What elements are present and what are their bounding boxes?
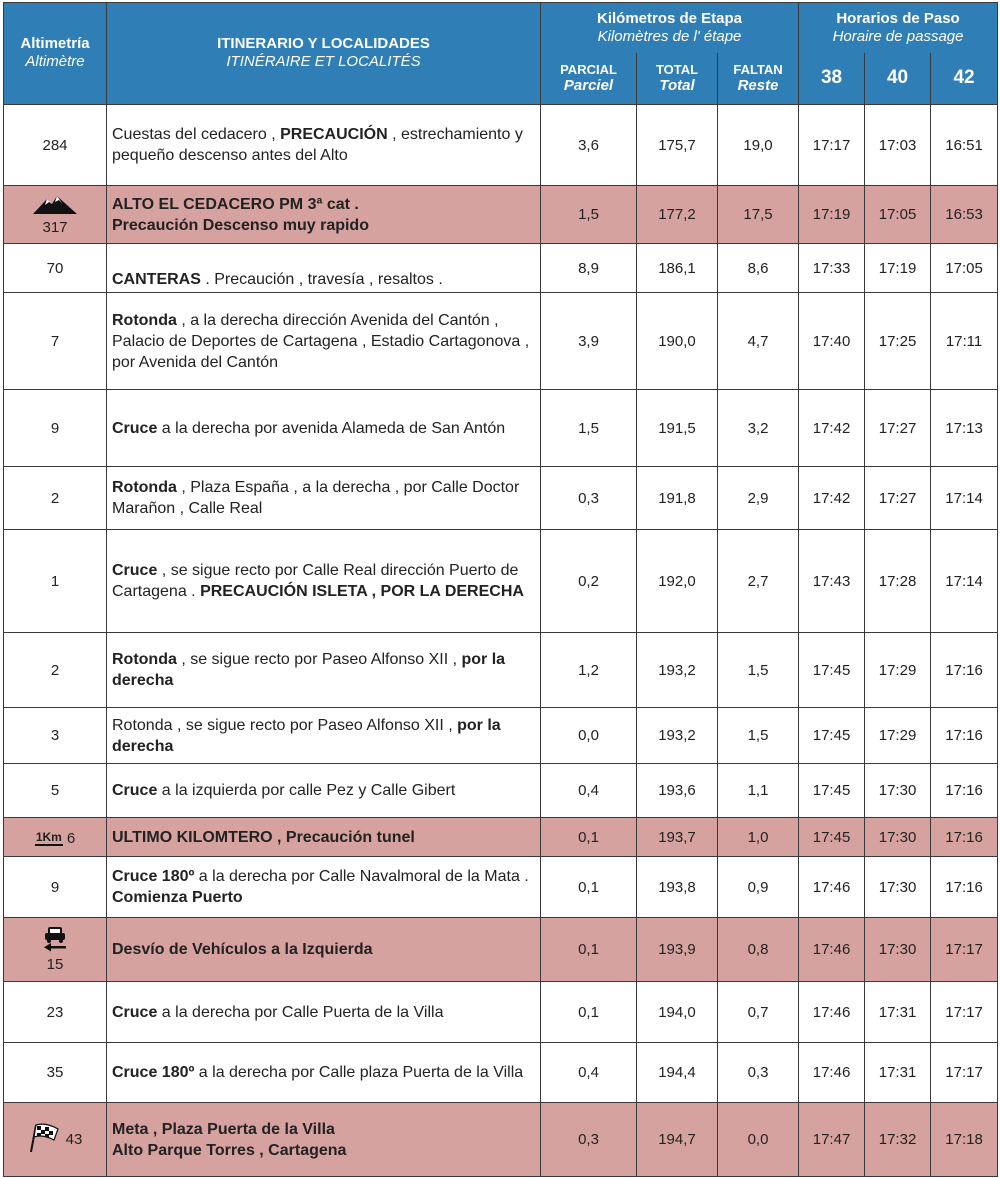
itinerary-text: , estrechamiento y pequeño descenso antes del Alto <box>112 126 523 164</box>
faltan-cell: 17,5 <box>718 186 799 244</box>
itinerary-text: CANTERAS <box>112 271 201 288</box>
t38-cell: 17:47 <box>799 1103 865 1177</box>
t38-cell: 17:45 <box>799 708 865 764</box>
altitude-value: 43 <box>65 1131 83 1148</box>
table-header <box>4 3 998 105</box>
itinerary-text: Rotonda <box>112 651 177 668</box>
mountain-icon <box>4 193 106 219</box>
t40-cell: 17:31 <box>865 1043 931 1103</box>
t40-cell: 17:25 <box>865 293 931 390</box>
total-cell: 193,2 <box>637 633 718 708</box>
t40-cell: 17:30 <box>865 764 931 818</box>
itinerary-text: , a la derecha dirección Avenida del Cantón , Palacio de Deportes de Cartagena , Estadio Cartagonova , por Avenida del Cantón <box>112 311 530 371</box>
itinerary-cell <box>107 708 541 764</box>
faltan-cell: 0,9 <box>718 857 799 918</box>
t40-cell: 17:29 <box>865 708 931 764</box>
altimetry-cell: 23 <box>4 982 107 1043</box>
itinerary-text: por la derecha <box>112 651 506 689</box>
table-row <box>4 186 998 244</box>
t40-cell: 17:19 <box>865 244 931 293</box>
faltan-cell: 1,0 <box>718 818 799 857</box>
vehicle-detour-icon <box>4 926 106 956</box>
table-row <box>4 708 998 764</box>
table-row <box>4 293 998 390</box>
parcial-cell: 0,3 <box>541 467 637 530</box>
itinerary-text: Cruce 180º <box>112 868 195 885</box>
faltan-cell: 1,1 <box>718 764 799 818</box>
itinerary-text: Cruce <box>112 419 158 437</box>
total-cell: 194,0 <box>637 982 718 1043</box>
faltan-cell: 1,5 <box>718 633 799 708</box>
altimetry-cell: 70 <box>4 244 107 293</box>
altimetry-cell: 5 <box>4 764 107 818</box>
parcial-cell: 0,3 <box>541 1103 637 1177</box>
faltan-cell: 4,7 <box>718 293 799 390</box>
total-cell: 175,7 <box>637 105 718 186</box>
itinerary-cell <box>107 105 541 186</box>
t40-cell: 17:30 <box>865 818 931 857</box>
t38-cell: 17:40 <box>799 293 865 390</box>
itinerary-text: Cruce 180º <box>112 1064 195 1081</box>
altimetry-cell: 9 <box>4 857 107 918</box>
itinerary-text: Precaución Descenso muy rapido <box>112 216 369 234</box>
table-row <box>4 390 998 467</box>
t42-cell: 17:16 <box>931 818 998 857</box>
t42-cell: 17:18 <box>931 1103 998 1177</box>
faltan-cell: 2,7 <box>718 530 799 633</box>
parcial-cell: 3,6 <box>541 105 637 186</box>
total-cell: 193,6 <box>637 764 718 818</box>
altitude-value: 15 <box>46 956 64 973</box>
faltan-cell: 0,0 <box>718 1103 799 1177</box>
t40-cell: 17:27 <box>865 467 931 530</box>
total-cell: 190,0 <box>637 293 718 390</box>
itinerary-cell <box>107 857 541 918</box>
altimetry-cell <box>4 918 107 982</box>
faltan-cell: 0,3 <box>718 1043 799 1103</box>
speed-42-header: 42 <box>931 53 998 105</box>
itinerary-text: PRECAUCIÓN ISLETA , POR LA DERECHA <box>200 583 524 600</box>
altimetry-cell: 7 <box>4 293 107 390</box>
t40-cell: 17:30 <box>865 918 931 982</box>
table-row <box>4 918 998 982</box>
t38-cell: 17:19 <box>799 186 865 244</box>
altimetry-cell: 2 <box>4 467 107 530</box>
t40-cell: 17:29 <box>865 633 931 708</box>
t40-cell: 17:30 <box>865 857 931 918</box>
total-cell: 194,4 <box>637 1043 718 1103</box>
t38-cell: 17:46 <box>799 918 865 982</box>
itinerary-text: Cuestas del cedacero , <box>112 126 281 143</box>
faltan-header: FALTAN Reste <box>718 53 799 105</box>
itinerary-cell <box>107 467 541 530</box>
t42-cell: 17:11 <box>931 293 998 390</box>
itinerary-cell <box>107 1103 541 1177</box>
parcial-cell: 0,4 <box>541 764 637 818</box>
itinerary-text: Comienza Puerto <box>112 889 243 906</box>
parcial-cell: 1,2 <box>541 633 637 708</box>
t38-cell: 17:17 <box>799 105 865 186</box>
t42-cell: 17:16 <box>931 857 998 918</box>
t40-cell: 17:28 <box>865 530 931 633</box>
t38-cell: 17:43 <box>799 530 865 633</box>
parcial-cell: 1,5 <box>541 390 637 467</box>
altimetry-cell: 3 <box>4 708 107 764</box>
faltan-cell: 0,8 <box>718 918 799 982</box>
total-cell: 191,5 <box>637 390 718 467</box>
itinerary-text: a la derecha por avenida Alameda de San Antón <box>157 419 506 437</box>
parcial-header: PARCIAL Parciel <box>541 53 637 105</box>
altimetry-cell: 35 <box>4 1043 107 1103</box>
itinerary-text: Cruce <box>112 562 158 579</box>
t40-cell: 17:32 <box>865 1103 931 1177</box>
t42-cell: 17:14 <box>931 467 998 530</box>
itinerary-cell <box>107 633 541 708</box>
faltan-cell: 8,6 <box>718 244 799 293</box>
table-row <box>4 1103 998 1177</box>
t40-cell: 17:27 <box>865 390 931 467</box>
itinerary-text: Desvío de Vehículos a la Izquierda <box>112 941 373 958</box>
parcial-cell: 0,1 <box>541 857 637 918</box>
parcial-cell: 8,9 <box>541 244 637 293</box>
t40-cell: 17:31 <box>865 982 931 1043</box>
itinerary-text: Rotonda , se sigue recto por Paseo Alfonso XII , <box>112 716 458 734</box>
total-cell: 177,2 <box>637 186 718 244</box>
faltan-cell: 2,9 <box>718 467 799 530</box>
speed-40-header: 40 <box>865 53 931 105</box>
last-km-badge: 1Km <box>35 829 62 844</box>
t42-cell: 17:13 <box>931 390 998 467</box>
altimetry-cell <box>4 818 107 857</box>
itinerary-text: a la izquierda por calle Pez y Calle Gibert <box>157 782 456 799</box>
altimetry-cell: 1 <box>4 530 107 633</box>
table-row <box>4 105 998 186</box>
parcial-cell: 1,5 <box>541 186 637 244</box>
parcial-cell: 0,0 <box>541 708 637 764</box>
total-cell: 192,0 <box>637 530 718 633</box>
t38-cell: 17:46 <box>799 982 865 1043</box>
itinerary-text: PRECAUCIÓN <box>280 126 388 143</box>
table-row <box>4 633 998 708</box>
altimetry-cell: 2 <box>4 633 107 708</box>
itinerary-cell <box>107 1043 541 1103</box>
t42-cell: 17:16 <box>931 633 998 708</box>
itinerary-text: ULTIMO KILOMTERO , Precaución tunel <box>112 828 415 846</box>
itinerary-text: a la derecha por Calle Puerta de la Villa <box>157 1003 444 1021</box>
table-row <box>4 1043 998 1103</box>
itinerary-text: Alto Parque Torres , Cartagena <box>112 1141 347 1159</box>
t38-cell: 17:45 <box>799 818 865 857</box>
speed-38-header: 38 <box>799 53 865 105</box>
itinerary-cell <box>107 244 541 293</box>
itinerary-cell <box>107 390 541 467</box>
altimetry-header: Altimetría Altimètre <box>4 3 107 105</box>
table-body <box>4 105 998 1177</box>
parcial-cell: 0,1 <box>541 818 637 857</box>
itinerary-cell <box>107 293 541 390</box>
table-row <box>4 982 998 1043</box>
parcial-cell: 0,1 <box>541 982 637 1043</box>
altitude-value: 6 <box>66 829 76 847</box>
altimetry-cell: 284 <box>4 105 107 186</box>
itinerary-text: , se sigue recto por Paseo Alfonso XII , <box>176 651 462 668</box>
t38-cell: 17:46 <box>799 857 865 918</box>
total-cell: 193,9 <box>637 918 718 982</box>
total-cell: 186,1 <box>637 244 718 293</box>
t42-cell: 17:16 <box>931 708 998 764</box>
table-row <box>4 467 998 530</box>
t38-cell: 17:42 <box>799 467 865 530</box>
itinerary-text: Cruce <box>112 782 158 799</box>
t42-cell: 16:53 <box>931 186 998 244</box>
total-cell: 193,7 <box>637 818 718 857</box>
parcial-cell: 0,2 <box>541 530 637 633</box>
itinerary-text: , se sigue recto por Calle Real dirección Puerto de Cartagena . <box>112 562 519 600</box>
t42-cell: 17:17 <box>931 982 998 1043</box>
itinerary-cell <box>107 918 541 982</box>
parcial-cell: 0,1 <box>541 918 637 982</box>
itinerary-text: , Plaza España , a la derecha , por Calle Doctor Marañon , Calle Real <box>112 479 520 517</box>
itinerary-text: ALTO EL CEDACERO PM 3ª cat . <box>112 195 359 213</box>
stage-itinerary <box>3 2 997 1177</box>
t38-cell: 17:45 <box>799 764 865 818</box>
t38-cell: 17:46 <box>799 1043 865 1103</box>
altitude-inline <box>35 830 75 847</box>
table-row <box>4 244 998 293</box>
t38-cell: 17:42 <box>799 390 865 467</box>
itinerary-text: Rotonda <box>112 311 177 329</box>
total-cell: 193,8 <box>637 857 718 918</box>
itinerary-text: Cruce <box>112 1003 158 1021</box>
finish-flag-icon <box>28 1123 62 1157</box>
itinerary-header: ITINERARIO Y LOCALIDADES ITINÉRAIRE ET LOCALITÉS <box>107 3 541 105</box>
itinerary-cell <box>107 764 541 818</box>
altimetry-cell: 9 <box>4 390 107 467</box>
t38-cell: 17:45 <box>799 633 865 708</box>
altitude-value: 317 <box>42 219 68 236</box>
altimetry-cell <box>4 186 107 244</box>
table-row <box>4 530 998 633</box>
t38-cell: 17:33 <box>799 244 865 293</box>
t42-cell: 17:17 <box>931 918 998 982</box>
faltan-cell: 3,2 <box>718 390 799 467</box>
t42-cell: 17:16 <box>931 764 998 818</box>
itinerary-cell <box>107 818 541 857</box>
total-header: TOTAL Total <box>637 53 718 105</box>
itinerary-cell <box>107 186 541 244</box>
itinerary-table <box>3 2 998 1177</box>
itinerary-cell <box>107 982 541 1043</box>
itinerary-text: Meta , Plaza Puerta de la Villa <box>112 1120 335 1138</box>
itinerary-text: . Precaución , travesía , resaltos . <box>200 271 443 288</box>
table-row <box>4 764 998 818</box>
km-header: Kilómetros de Etapa Kilomètres de l' étape <box>541 3 799 53</box>
total-cell: 194,7 <box>637 1103 718 1177</box>
total-cell: 193,2 <box>637 708 718 764</box>
altitude-inline <box>28 1123 83 1157</box>
table-row <box>4 857 998 918</box>
itinerary-text: a la derecha por Calle plaza Puerta de la Villa <box>194 1064 524 1081</box>
hours-header: Horarios de Paso Horaire de passage <box>799 3 998 53</box>
t40-cell: 17:05 <box>865 186 931 244</box>
itinerary-text: a la derecha por Calle Navalmoral de la Mata . <box>194 868 529 885</box>
faltan-cell: 0,7 <box>718 982 799 1043</box>
faltan-cell: 19,0 <box>718 105 799 186</box>
parcial-cell: 3,9 <box>541 293 637 390</box>
altimetry-cell <box>4 1103 107 1177</box>
itinerary-text: por la derecha <box>112 716 501 755</box>
parcial-cell: 0,4 <box>541 1043 637 1103</box>
total-cell: 191,8 <box>637 467 718 530</box>
t42-cell: 17:05 <box>931 244 998 293</box>
t42-cell: 17:14 <box>931 530 998 633</box>
faltan-cell: 1,5 <box>718 708 799 764</box>
itinerary-text: Rotonda <box>112 479 177 496</box>
itinerary-cell <box>107 530 541 633</box>
t42-cell: 16:51 <box>931 105 998 186</box>
t40-cell: 17:03 <box>865 105 931 186</box>
table-row <box>4 818 998 857</box>
t42-cell: 17:17 <box>931 1043 998 1103</box>
